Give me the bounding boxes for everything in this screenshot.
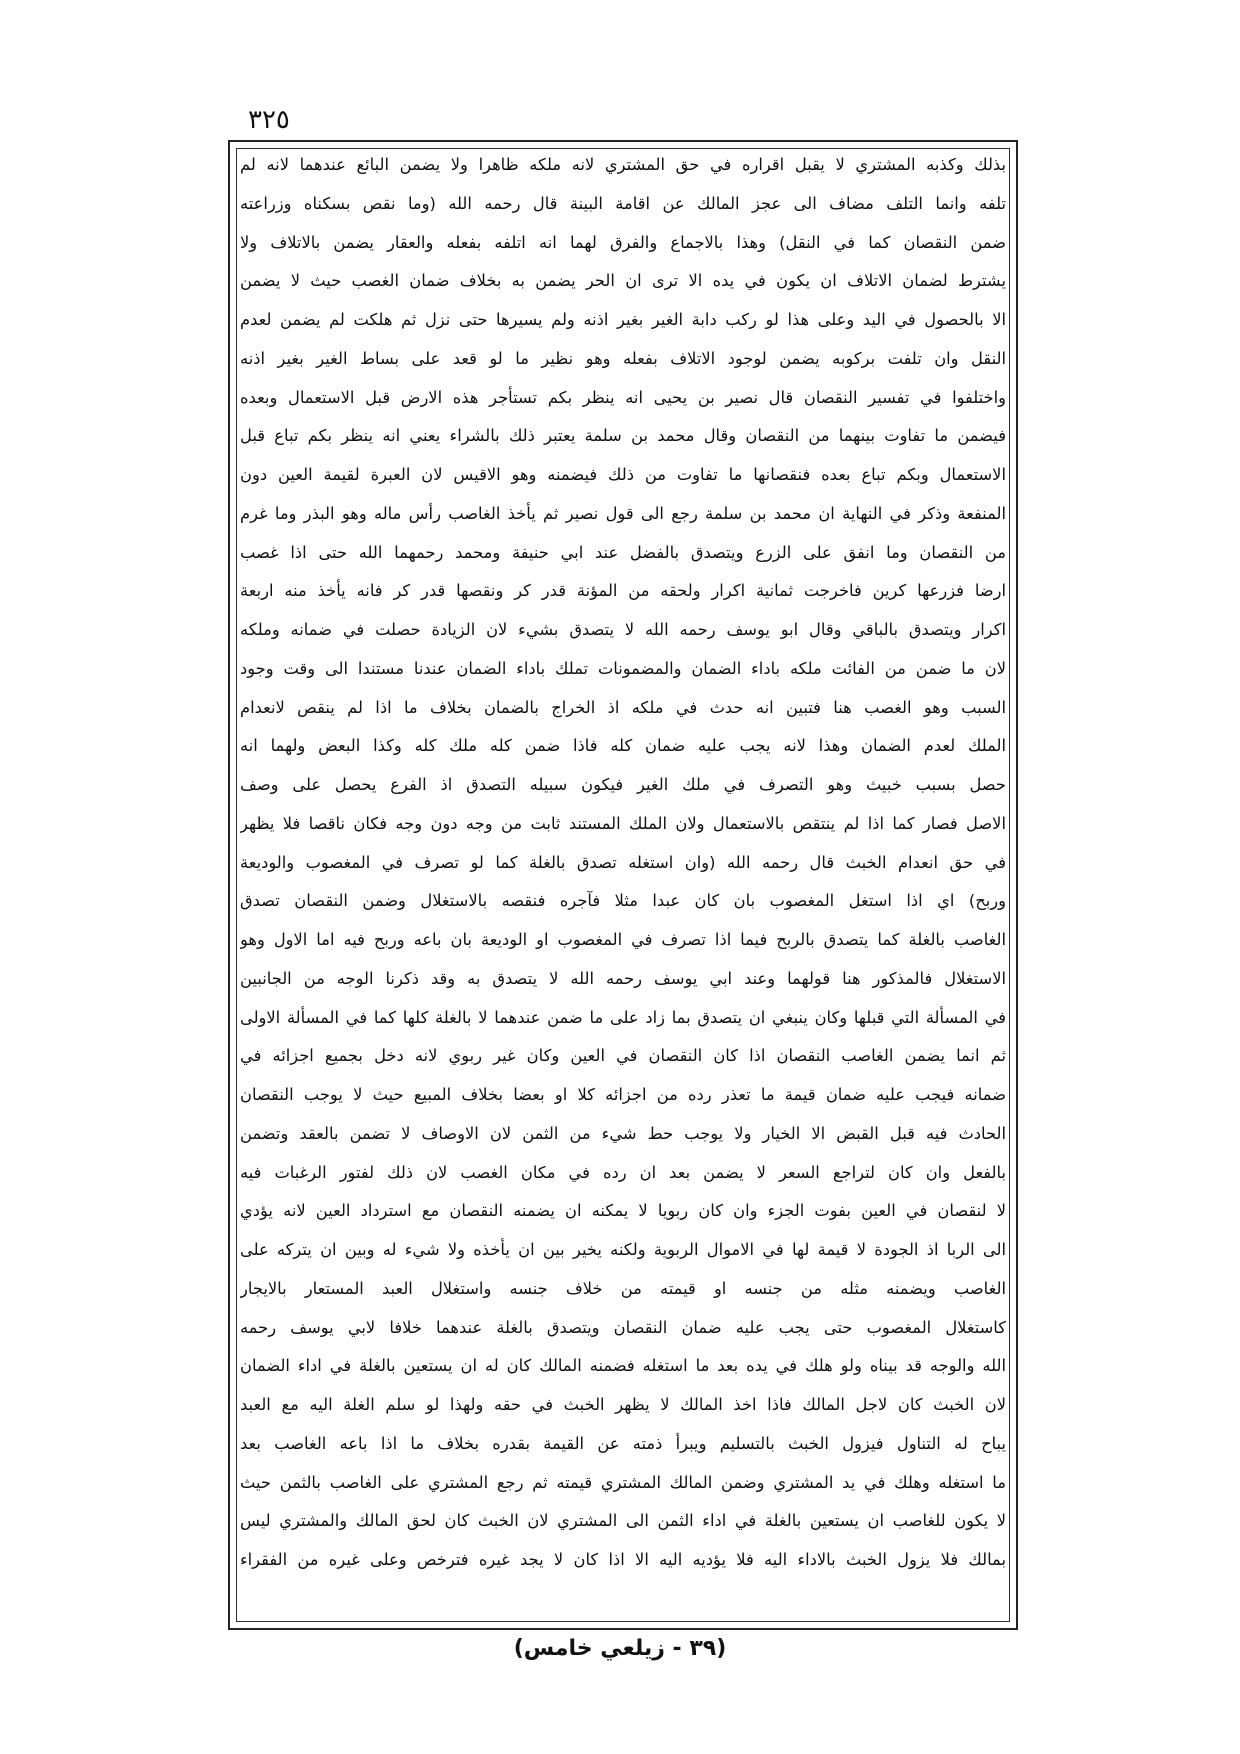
text-line: تلفه وانما التلف مضاف الى عجز المالك عن اقامة البينة قال رحمه الله (وما نقص بسكناه وزراعته — [240, 193, 1006, 213]
text-line: كاستغلال المغصوب حتى يجب عليه ضمان النقصان ويتصدق بالغلة عندهما خلافا لابي يوسف رحمه — [240, 1317, 1006, 1337]
text-line: بمالك فلا يزول الخبث بالاداء اليه فلا يؤديه اليه الا اذا كان لا يجد غيره فترخص وعلى غيره من الفقراء — [240, 1550, 1006, 1569]
text-line: وربح) اي اذا استغل المغصوب بان كان عبدا مثلا فآجره فنقصه بالاستغلال وضمن النقصان تصدق — [240, 891, 1006, 911]
text-line: السبب وهو الغصب هنا فتبين انه حدث في ملكه اذ الخراج بالضمان بخلاف ما اذا لم ينقص لانعدام — [240, 697, 1006, 717]
footer-signature: (٣٩ - زيلعي خامس) — [513, 1636, 727, 1661]
text-line: في المسألة التي قبلها وكان ينبغي ان يتصدق بما زاد على ما ضمن عندهما لا بالغلة كلها كما في المسألة الاولى — [240, 1007, 1006, 1027]
text-line: لان ما ضمن من الفائت ملكه باداء الضمان والمضمونات تملك باداء الضمان عندنا مستندا الى وقت وجود — [240, 658, 1006, 678]
text-line: الحادث فيه قبل القبض الا الخيار ولا يوجب حط شيء من الثمن لان الاوصاف لا تضمن بالعقد وتضمن — [240, 1123, 1006, 1143]
text-line: النقل وان تلفت بركوبه يضمن لوجود الاتلاف بفعله وهو نظير ما لو قعد على بساط الغير بغير اذنه — [240, 348, 1006, 368]
text-line: الله والوجه قد بيناه ولو هلك في يده بعد ما استغله فضمنه المالك كان له ان يستعين بالغلة في اداء الضمان — [240, 1356, 1006, 1376]
text-line: لان الخبث كان لاجل المالك فاذا اخذ المالك لا يظهر الخبث في حقه ولهذا لو سلم الغلة اليه مع العبد — [240, 1395, 1006, 1414]
text-line: المنفعة وذكر في النهاية ان محمد بن سلمة رجع الى قول نصير ثم يأخذ الغاصب رأس ماله وهو البذر وما غرم — [240, 503, 1006, 523]
text-line: واختلفوا في تفسير النقصان قال نصير بن يحيى انه ينظر بكم تستأجر هذه الارض قبل الاستعمال وبعده — [240, 387, 1006, 407]
page-number: ٣٢٥ — [248, 105, 290, 135]
text-line: الى الربا اذ الجودة لا قيمة لها في الاموال الربوية ولكنه يخير بين ان يأخذه ولا شيء له وبين ان يتركه على — [240, 1240, 1006, 1259]
text-line: ارضا فزرعها كرين فاخرجت ثمانية اكرار ولحقه من المؤنة قدر كر ونقصها قدر كر فانه يأخذ منه اربعة — [240, 581, 1006, 601]
text-line: حصل بسبب خبيث وهو التصرف في ملك الغير فيكون سبيله التصدق اذ الفرع يحصل على وصف — [240, 775, 1006, 794]
text-line: من النقصان وما انفق على الزرع ويتصدق بالفضل عند ابي حنيفة ومحمد رحمهما الله حتى اذا غصب — [240, 542, 1006, 562]
text-line: ضمن النقصان كما في النقل) وهذا بالاجماع والفرق لهما انه اتلفه بفعله والعقار يضمن بالاتلاف ولا — [240, 232, 1006, 252]
text-line: لا يكون للغاصب ان يستعين بالغلة في اداء الثمن الى المشتري لان الخبث كان لحق المالك والمشتري ليس — [240, 1511, 1006, 1531]
text-line: فيضمن ما تفاوت بينهما من النقصان وقال محمد بن سلمة يعتبر ذلك بالشراء يعني انه ينظر بكم تباع قبل — [240, 426, 1006, 446]
text-line: الملك لعدم الضمان وهذا لانه يجب عليه ضمان كله فاذا ضمن كله ملك كله وكذا البعض ولهما انه — [240, 736, 1006, 756]
text-line: يشترط لضمان الاتلاف ان يكون في يده الا ترى ان الحر يضمن به بخلاف ضمان الغصب حيث لا يضمن — [240, 271, 1006, 291]
text-line: الاصل فصار كما اذا لم ينتقص بالاستعمال ولان الملك المستند ثابت من وجه دون وجه فكان ناقصا فلا يظهر — [240, 813, 1006, 833]
page-frame — [228, 140, 1018, 1630]
text-line: يباح له التناول فيزول الخبث بالتسليم ويبرأ ذمته عن القيمة بقدره بخلاف ما اذا باعه الغاصب بعد — [240, 1433, 1006, 1453]
text-line: الا بالحصول في اليد وعلى هذا لو ركب دابة الغير بغير اذنه ولم يسيرها حتى نزل ثم هلكت لم يضمن لعدم — [240, 310, 1006, 329]
text-line: ما استغله وهلك في يد المشتري وضمن المالك المشتري قيمته ثم رجع المشتري على الغاصب بالثمن حيث — [240, 1472, 1006, 1492]
body-text — [240, 146, 1006, 1580]
text-line: لا لنقصان في العين بفوت الجزء وان كان ربويا لا يمكنه ان يضمنه النقصان مع استرداد العين لانه يؤدي — [240, 1201, 1006, 1221]
text-line: بالفعل وان كان لتراجع السعر لا يضمن بعد ان رده في مكان الغصب لان ذلك لفتور الرغبات فيه — [240, 1162, 1006, 1182]
text-line: في حق انعدام الخبث قال رحمه الله (وان استغله تصدق بالغلة كما لو تصرف في المغصوب والوديعة — [240, 852, 1006, 872]
text-line: ضمانه فيجب عليه ضمان قيمة ما تعذر رده من اجزائه كلا او بعضا بخلاف المبيع حيث لا يوجب النقصان — [240, 1085, 1006, 1104]
text-line: بذلك وكذبه المشتري لا يقبل اقراره في حق المشتري لانه ملكه ظاهرا ولا يضمن البائع عندهما لانه لم — [240, 155, 1006, 174]
text-line: ثم انما يضمن الغاصب النقصان اذا كان النقصان في العين وكان غير ربوي لانه دخل بجميع اجزائه في — [240, 1046, 1006, 1066]
text-line: اكرار ويتصدق بالباقي وقال ابو يوسف رحمه الله لا يتصدق بشيء لان الزيادة حصلت في ضمانه وملكه — [240, 620, 1006, 639]
text-line: الغاصب بالغلة كما يتصدق بالربح فيما اذا تصرف في المغصوب او الوديعة بان باعه وربح فيه اما الاول وهو — [240, 930, 1006, 949]
text-line: الغاصب ويضمنه مثله من جنسه او قيمته من خلاف جنسه واستغلال العبد المستعار بالايجار — [240, 1278, 1006, 1298]
text-line: الاستغلال فالمذكور هنا قولهما وعند ابي يوسف رحمه الله لا يتصدق به وقد ذكرنا الوجه من الجانبين — [240, 968, 1006, 988]
text-line: الاستعمال وبكم تباع بعده فنقصانها ما تفاوت من ذلك فيضمنه وهو الاقيس لان العبرة لقيمة العين دون — [240, 465, 1006, 484]
